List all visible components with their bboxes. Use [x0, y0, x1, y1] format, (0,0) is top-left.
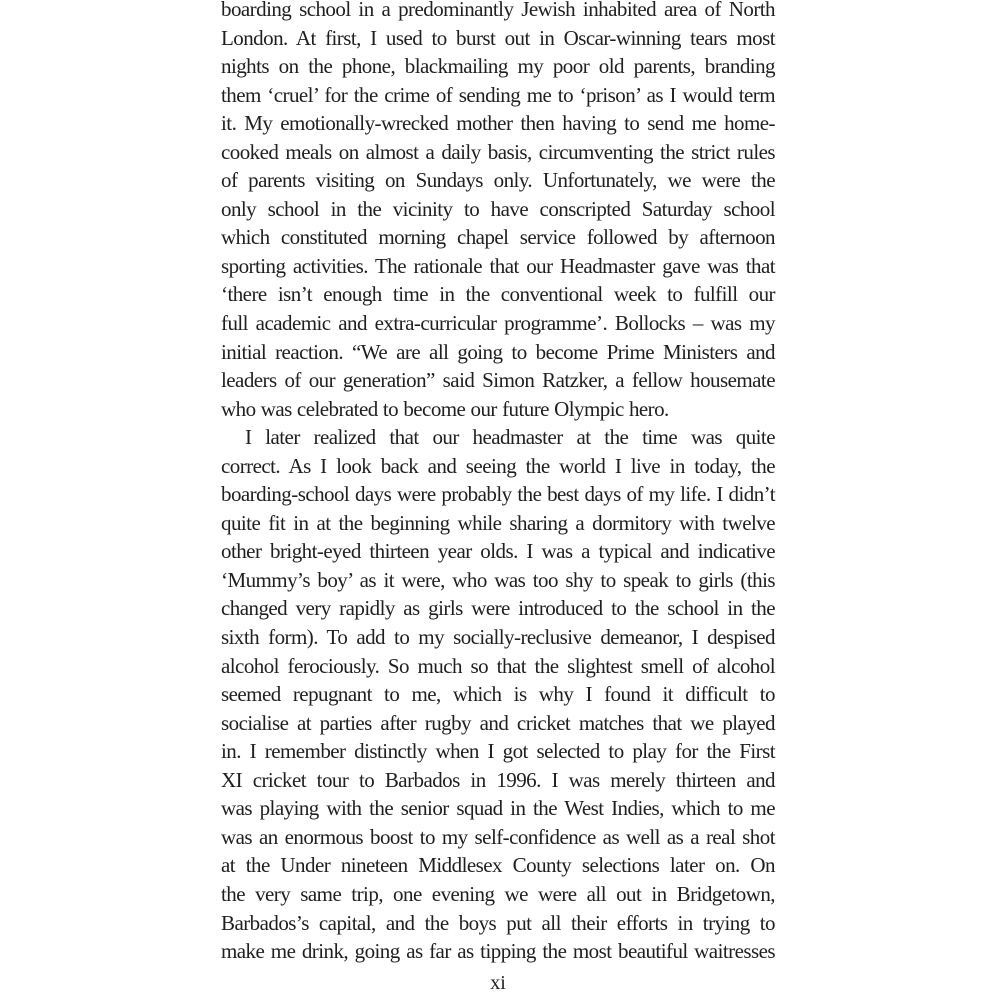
text-line: the very same trip, one evening we were all out in Bridgetown,: [221, 881, 775, 906]
text-line: XI cricket tour to Barbados in 1996. I was merely thirteen and: [221, 767, 775, 792]
text-line: at the Under nineteen Middlesex County selections later on. On: [221, 853, 775, 878]
text-line: cooked meals on almost a daily basis, circumventing the strict rules: [221, 139, 775, 164]
page-number: xi: [490, 972, 506, 994]
text-line: nights on the phone, blackmailing my poor old parents, branding: [221, 54, 775, 79]
text-line: ‘there isn’t enough time in the conventional week to fulfill our: [221, 282, 775, 307]
text-line: sporting activities. The rationale that our Headmaster gave was that: [221, 253, 775, 278]
text-line: socialise at parties after rugby and cricket matches that we played: [221, 710, 775, 735]
text-line: boarding-school days were probably the best days of my life. I didn’t: [221, 482, 775, 507]
page-text-block: [221, 0, 775, 966]
text-line: full academic and extra-curricular programme’. Bollocks – was my: [221, 311, 775, 336]
text-line: make me drink, going as far as tipping the most beautiful waitresses: [221, 939, 775, 964]
text-line: changed very rapidly as girls were introduced to the school in the: [221, 596, 775, 621]
text-line: London. At first, I used to burst out in Oscar-winning tears most: [221, 25, 775, 50]
text-line: of parents visiting on Sundays only. Unfortunately, we were the: [221, 168, 775, 193]
text-line: seemed repugnant to me, which is why I found it difficult to: [221, 682, 775, 707]
text-line: correct. As I look back and seeing the world I live in today, the: [221, 453, 775, 478]
text-line: boarding school in a predominantly Jewish inhabited area of North: [221, 0, 775, 21]
text-line: ‘Mummy’s boy’ as it were, who was too shy to speak to girls (this: [221, 567, 775, 592]
text-line: sixth form). To add to my socially-reclusive demeanor, I despised: [221, 625, 775, 650]
text-line: which constituted morning chapel service followed by afternoon: [221, 225, 775, 250]
text-line: quite fit in at the beginning while sharing a dormitory with twelve: [221, 510, 775, 535]
text-line: other bright-eyed thirteen year olds. I was a typical and indicative: [221, 539, 775, 564]
text-line: it. My emotionally-wrecked mother then having to send me home-: [221, 111, 775, 136]
text-line: alcohol ferociously. So much so that the slightest smell of alcohol: [221, 653, 775, 678]
text-line: Barbados’s capital, and the boys put all their efforts in trying to: [221, 910, 775, 935]
text-line: who was celebrated to become our future Olympic hero.: [221, 396, 669, 421]
text-line: them ‘cruel’ for the crime of sending me to ‘prison’ as I would term: [221, 82, 775, 107]
text-line: was an enormous boost to my self-confidence as well as a real shot: [221, 824, 775, 849]
text-line: initial reaction. “We are all going to become Prime Ministers and: [221, 339, 775, 364]
text-line: in. I remember distinctly when I got selected to play for the First: [221, 739, 775, 764]
text-line: only school in the vicinity to have conscripted Saturday school: [221, 196, 775, 221]
text-line: leaders of our generation” said Simon Ratzker, a fellow housemate: [221, 368, 775, 393]
text-line: I later realized that our headmaster at the time was quite: [245, 425, 775, 450]
text-line: was playing with the senior squad in the West Indies, which to me: [221, 796, 775, 821]
